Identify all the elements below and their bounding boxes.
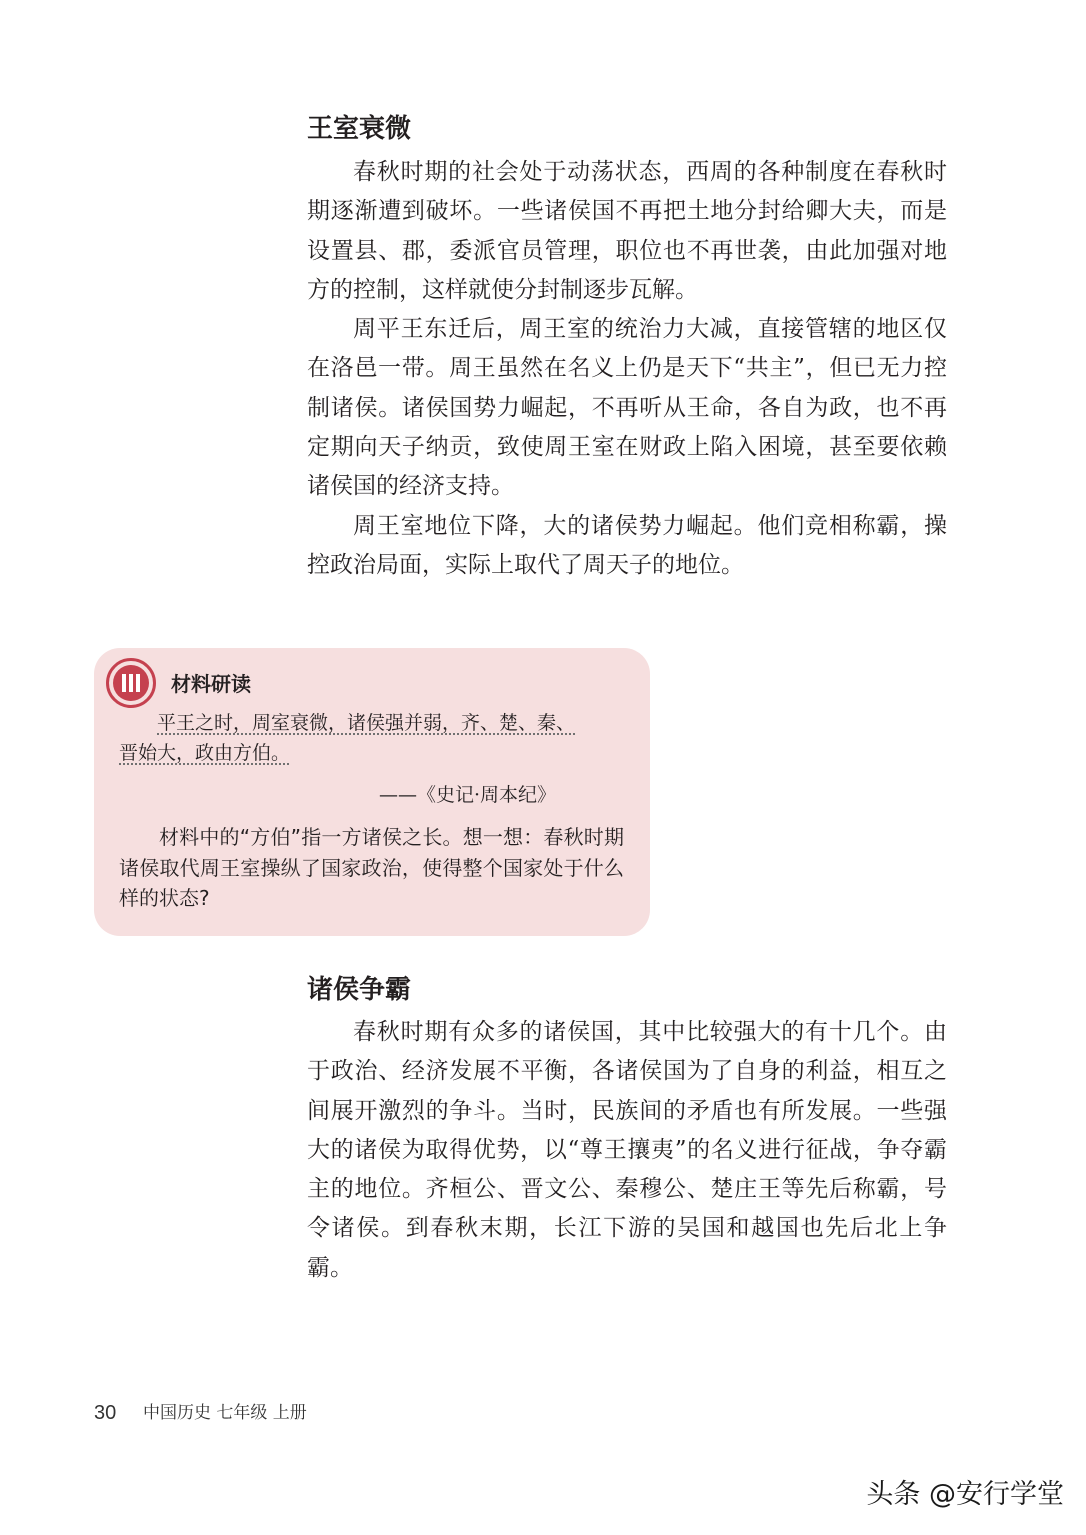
page-number: 30: [94, 1402, 117, 1424]
section-body-hegemony: [307, 1013, 947, 1288]
material-reading-box: [94, 648, 650, 936]
paragraph: 春秋时期的社会处于动荡状态，西周的各种制度在春秋时期逐渐遭到破坏。一些诸侯国不再把土地分封给卿大夫，而是设置县、郡，委派官员管理，职位也不再世袭，由此加强对地方的控制，这样就使分封制逐步瓦解。: [307, 159, 947, 303]
study-question: 材料中的“方伯”指一方诸侯之长。想一想：春秋时期诸侯取代周王室操纵了国家政治，使得整个国家处于什么样的状态?: [119, 825, 624, 910]
quote-line: 晋始大，政由方伯。: [119, 742, 291, 764]
quote-line: 平王之时，周室衰微，诸侯强并弱，齐、楚、秦、: [157, 712, 576, 734]
source-watermark: 头条 @安行学堂: [866, 1479, 1064, 1510]
three-bars-circle-icon: [106, 658, 156, 708]
paragraph: 周王室地位下降，大的诸侯势力崛起。他们竞相称霸，操控政治局面，实际上取代了周天子的地位。: [307, 512, 947, 578]
paragraph: 春秋时期有众多的诸侯国，其中比较强大的有十几个。由于政治、经济发展不平衡，各诸侯国为了自身的利益，相互之间展开激烈的争斗。当时，民族间的矛盾也有所发展。一些强大的诸侯为取得优势，以“尊王攘夷”的名义进行征战，争夺霸主的地位。齐桓公、晋文公、秦穆公、楚庄王等先后称霸，号令诸侯。到春秋末期，长江下游的吴国和越国也先后北上争霸。: [307, 1019, 947, 1281]
quote-source: ——《史记·周本纪》: [379, 784, 557, 806]
historical-quote: [119, 708, 624, 768]
material-reading-label: 材料研读: [171, 672, 251, 696]
section-title-royal-decline: 王室衰微: [307, 114, 412, 144]
book-title: 中国历史 七年级 上册: [143, 1403, 307, 1423]
paragraph: 周平王东迁后，周王室的统治力大减，直接管辖的地区仅在洛邑一带。周王虽然在名义上仍是天下“共主”，但已无力控制诸侯。诸侯国势力崛起，不再听从王命，各自为政，也不再定期向天子纳贡，致使周王室在财政上陷入困境，甚至要依赖诸侯国的经济支持。: [307, 316, 947, 500]
section-body-royal-decline: [307, 153, 947, 585]
section-title-hegemony: 诸侯争霸: [307, 975, 412, 1005]
